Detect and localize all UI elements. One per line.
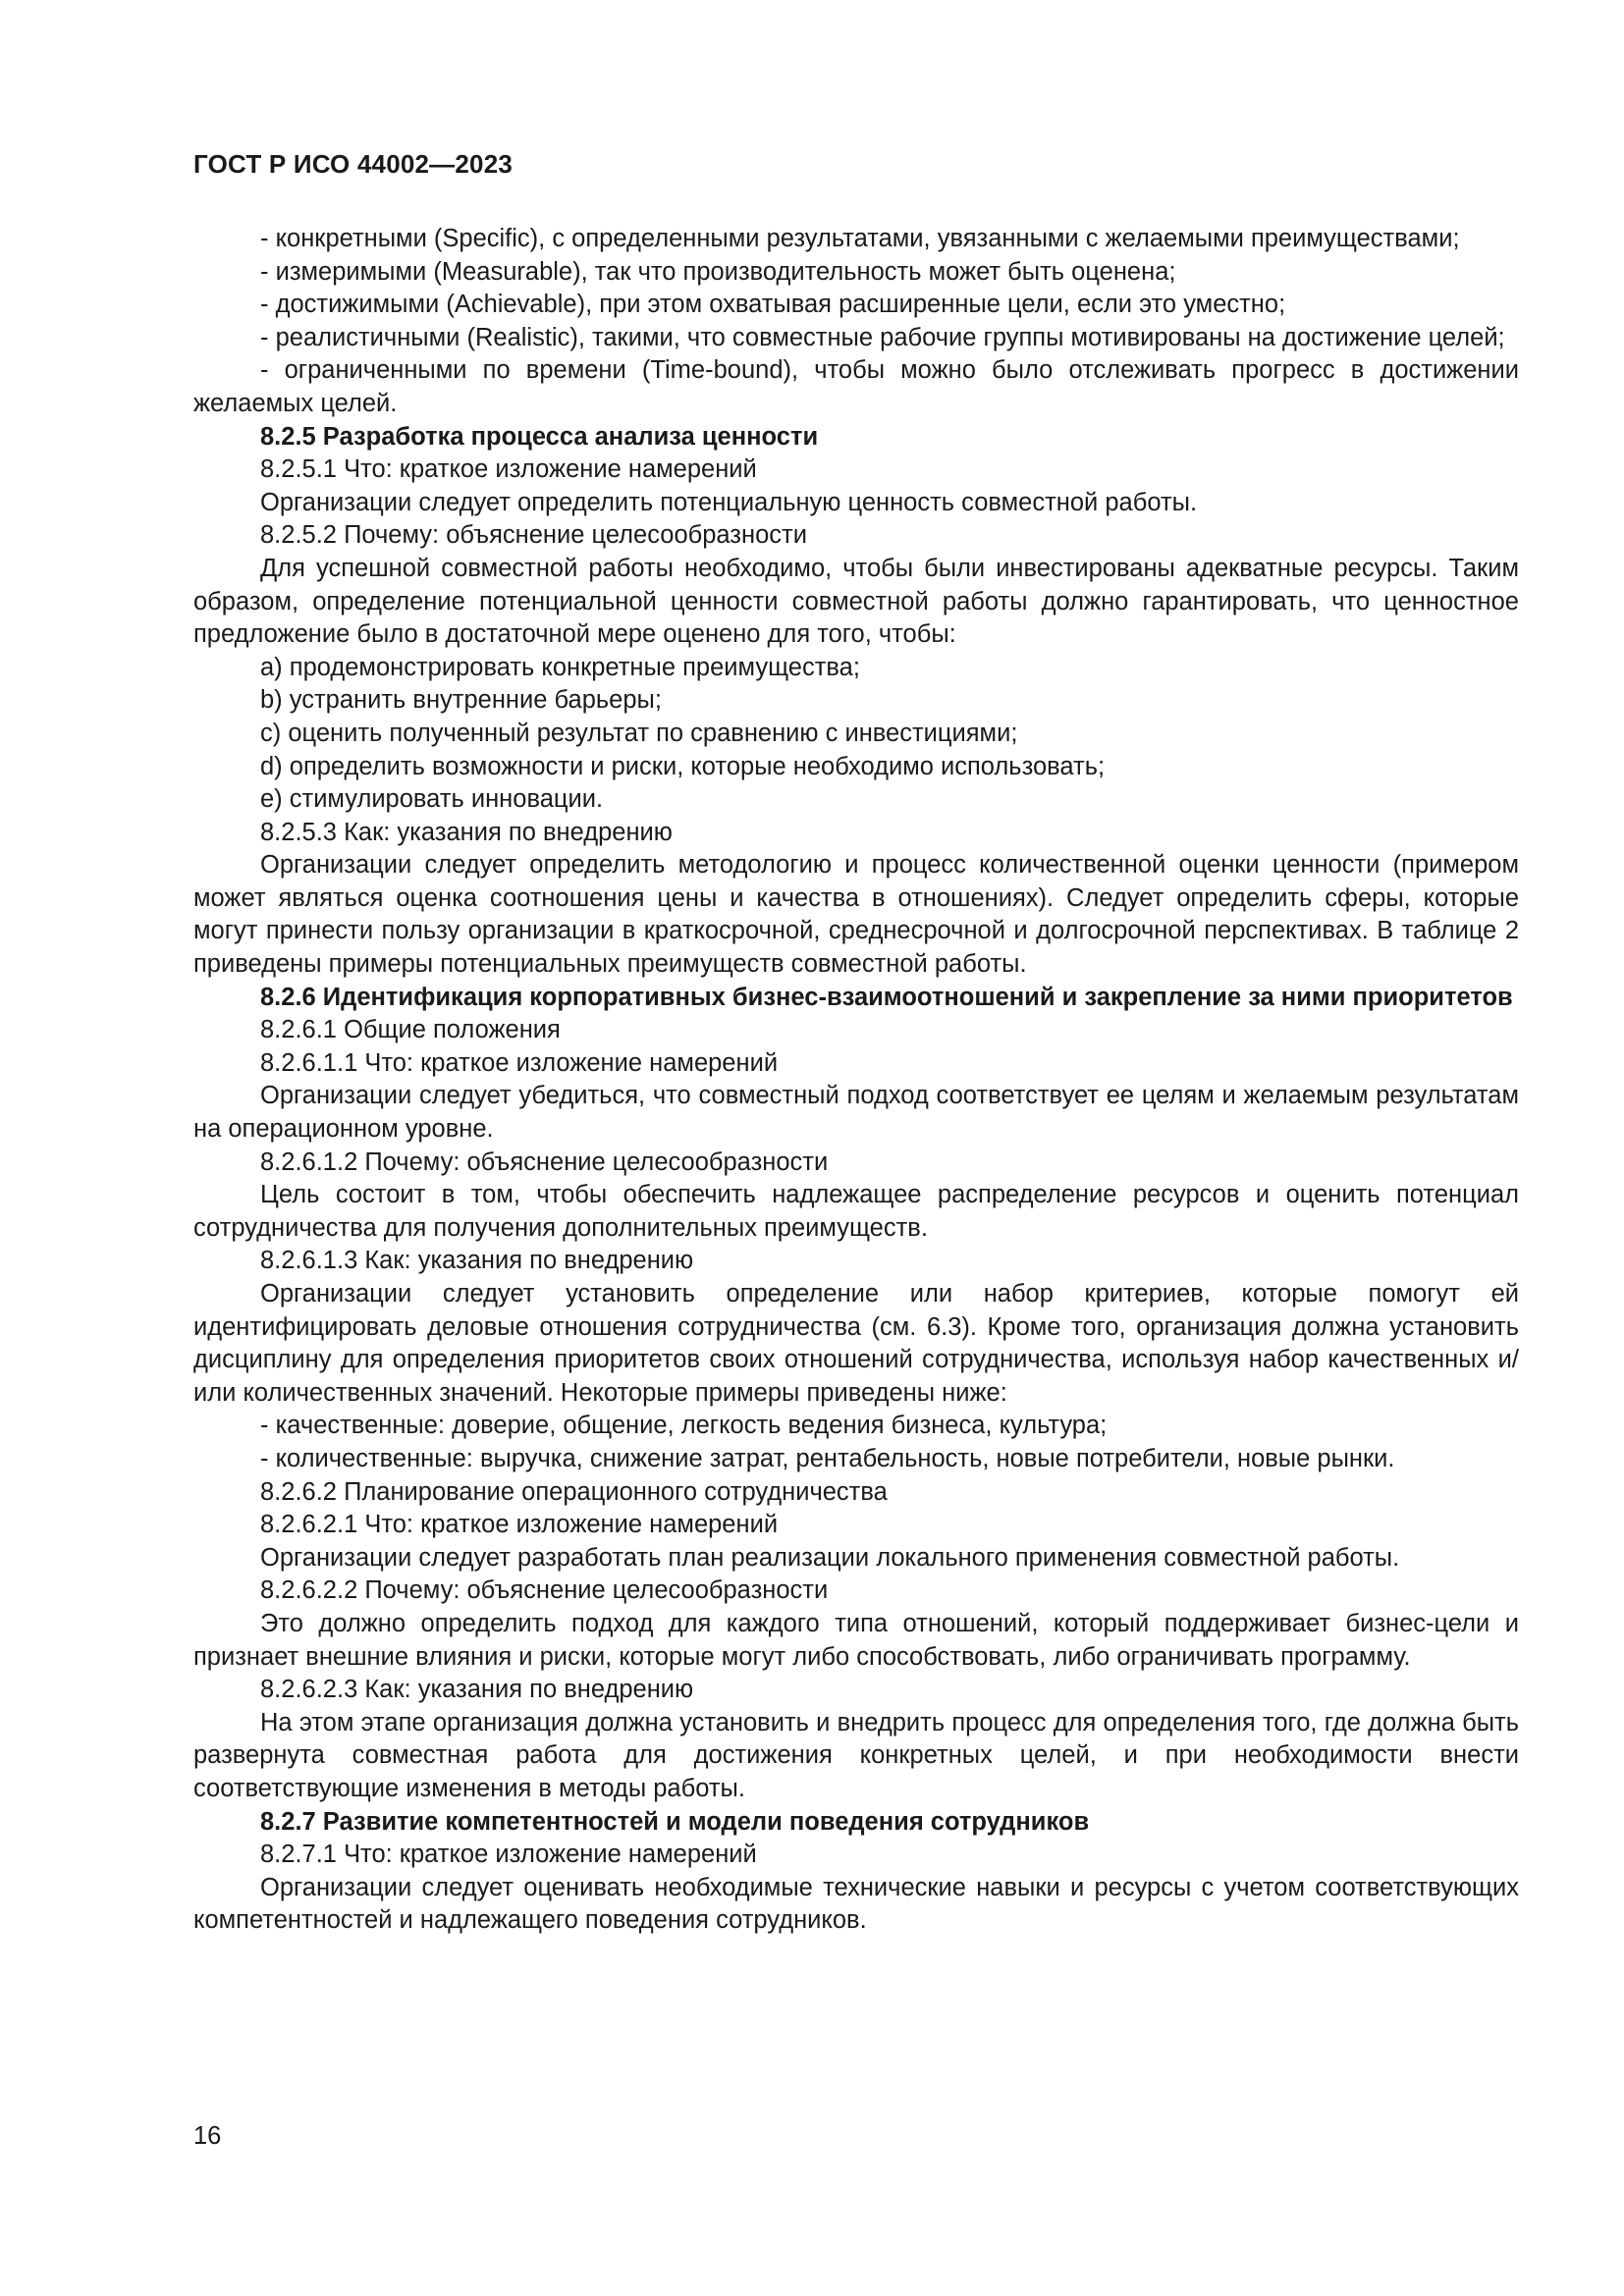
paragraph: 8.2.6.1 Общие положения <box>260 1016 561 1044</box>
paragraph: Организации следует определить методологию и процесс количественной оценки ценности (примером может являться оценка соотношения цены и качества в отношениях). Следует определить сферы, которые могут принести пользу организации в краткосрочной, среднесрочной и долгосрочной перспективах. В таблице 2 приведены примеры потенциальных преимуществ совместной работы. <box>193 851 1519 979</box>
paragraph: - достижимыми (Achievable), при этом охватывая расширенные цели, если это уместно; <box>260 291 1286 319</box>
section-heading: 8.2.5 Разработка процесса анализа ценности <box>260 422 819 451</box>
paragraph: c) оценить полученный результат по сравнению с инвестициями; <box>260 719 1018 747</box>
section-heading: 8.2.7 Развитие компетентностей и модели поведения сотрудников <box>260 1807 1090 1836</box>
paragraph: 8.2.6.2 Планирование операционного сотрудничества <box>260 1477 888 1506</box>
paragraph: 8.2.7.1 Что: краткое изложение намерений <box>260 1841 757 1869</box>
paragraph: Для успешной совместной работы необходимо, чтобы были инвестированы адекватные ресурсы. Таким образом, определение потенциальной ценности совместной работы должно гарантировать, что ценностное предложение было в достаточной мере оценено для того, чтобы: <box>193 554 1519 649</box>
paragraph: b) устранить внутренние барьеры; <box>260 686 662 715</box>
paragraph: Организации следует установить определение или набор критериев, которые помогут ей идентифицировать деловые отношения сотрудничества (см. 6.3). Кроме того, организация должна установить дисциплину для определения приоритетов своих отношений сотрудничества, используя набор качественных и/или количественных значений. Некоторые примеры приведены ниже: <box>193 1280 1519 1407</box>
paragraph: 8.2.5.2 Почему: объяснение целесообразности <box>260 521 807 550</box>
paragraph: - качественные: доверие, общение, легкость ведения бизнеса, культура; <box>260 1412 1108 1440</box>
paragraph: - ограниченными по времени (Time-bound), чтобы можно было отслеживать прогресс в достижении желаемых целей. <box>193 356 1519 417</box>
paragraph: - конкретными (Specific), с определенными результатами, увязанными с желаемыми преимуществами; <box>260 225 1460 252</box>
section-heading: 8.2.6 Идентификация корпоративных бизнес-взаимоотношений и закрепление за ними приоритетов <box>260 983 1513 1011</box>
paragraph: Цель состоит в том, чтобы обеспечить надлежащее распределение ресурсов и оценить потенциал сотрудничества для получения дополнительных преимуществ. <box>193 1181 1519 1242</box>
paragraph: 8.2.6.2.1 Что: краткое изложение намерений <box>260 1511 779 1539</box>
paragraph: 8.2.6.1.2 Почему: объяснение целесообразности <box>260 1148 829 1176</box>
paragraph: 8.2.5.1 Что: краткое изложение намерений <box>260 455 757 484</box>
paragraph: 8.2.6.2.3 Как: указания по внедрению <box>260 1676 694 1704</box>
paragraph: Это должно определить подход для каждого типа отношений, который поддерживает бизнес-цели и признает внешние влияния и риски, которые могут либо способствовать, либо ограничивать программу. <box>193 1609 1519 1671</box>
document-header: ГОСТ Р ИСО 44002—2023 <box>193 149 514 179</box>
paragraph: e) стимулировать инновации. <box>260 785 604 814</box>
paragraph: 8.2.6.1.1 Что: краткое изложение намерений <box>260 1048 779 1077</box>
paragraph: Организации следует убедиться, что совместный подход соответствует ее целям и желаемым результатам на операционном уровне. <box>193 1082 1519 1144</box>
paragraph: - измеримыми (Measurable), так что производительность может быть оценена; <box>260 257 1176 286</box>
paragraph: - реалистичными (Realistic), такими, что совместные рабочие группы мотивированы на достижение целей; <box>260 323 1505 351</box>
paragraph: 8.2.6.1.3 Как: указания по внедрению <box>260 1247 694 1275</box>
paragraph: 8.2.6.2.2 Почему: объяснение целесообразности <box>260 1576 829 1605</box>
paragraph: 8.2.5.3 Как: указания по внедрению <box>260 818 673 846</box>
paragraph: Организации следует определить потенциальную ценность совместной работы. <box>260 488 1198 516</box>
paragraph: a) продемонстрировать конкретные преимущества; <box>260 653 860 681</box>
document-body <box>193 223 1519 1938</box>
paragraph: d) определить возможности и риски, которые необходимо использовать; <box>260 752 1106 780</box>
paragraph: Организации следует оценивать необходимые технические навыки и ресурсы с учетом соответствующих компетентностей и надлежащего поведения сотрудников. <box>193 1873 1519 1935</box>
paragraph: На этом этапе организация должна установить и внедрить процесс для определения того, где должна быть развернута совместная работа для достижения конкретных целей, и при необходимости внести соответствующие изменения в методы работы. <box>193 1708 1519 1802</box>
paragraph: Организации следует разработать план реализации локального применения совместной работы. <box>260 1543 1400 1572</box>
paragraph: - количественные: выручка, снижение затрат, рентабельность, новые потребители, новые рынки. <box>260 1444 1395 1472</box>
page-number: 16 <box>193 2122 222 2150</box>
